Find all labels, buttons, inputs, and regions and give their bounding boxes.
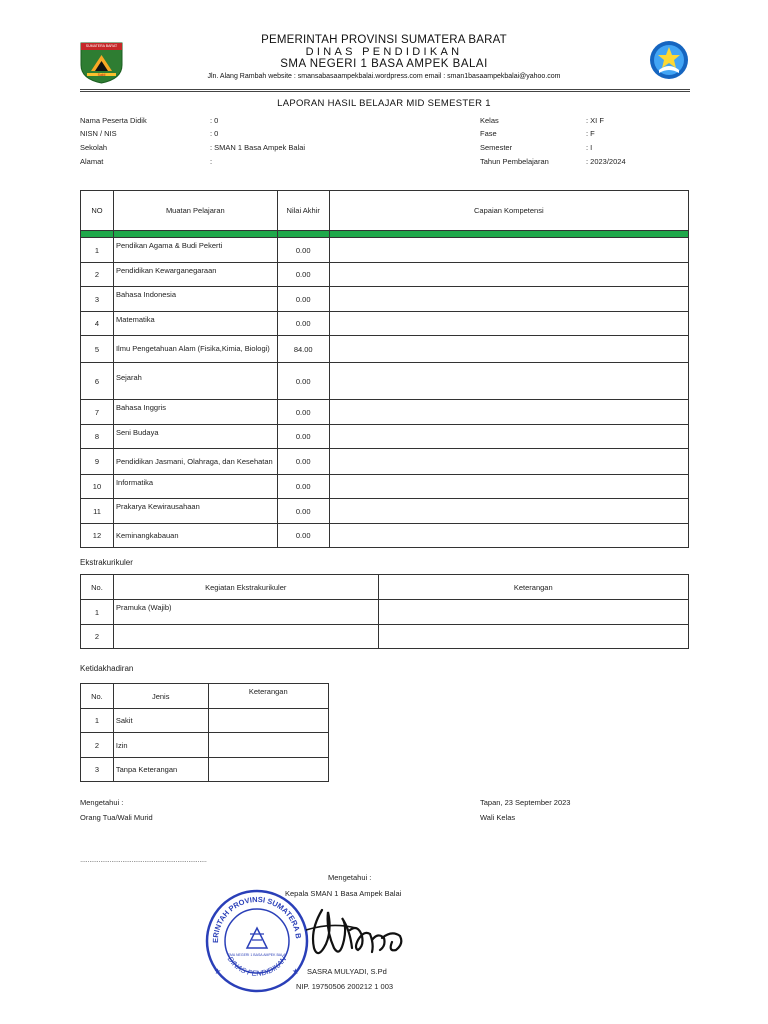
accent-bar (81, 231, 689, 238)
table-row (81, 625, 689, 649)
row-score: 0.00 (277, 312, 329, 336)
report-title: LAPORAN HASIL BELAJAR MID SEMESTER 1 (277, 98, 491, 109)
table-row (81, 709, 329, 733)
row-note (208, 709, 328, 733)
header-line-2: DINAS PENDIDIKAN (305, 46, 463, 58)
col-header-subject: Muatan Pelajaran (113, 191, 277, 231)
province-logo-sub: Sakti (97, 73, 106, 77)
info-value: : I (586, 143, 593, 152)
stamp-text-bottom: DINAS PENDIDIKAN (225, 954, 289, 978)
info-label: Nama Peserta Didik (80, 116, 147, 125)
row-score: 0.00 (277, 263, 329, 287)
svg-text:★: ★ (292, 967, 300, 976)
row-note (208, 758, 328, 782)
table-row (81, 524, 689, 548)
row-achievement (329, 363, 688, 400)
col-header-no: No. (81, 575, 114, 600)
row-no: 1 (81, 238, 114, 263)
row-no: 12 (81, 524, 114, 548)
row-score: 0.00 (277, 449, 329, 475)
row-achievement (329, 238, 688, 263)
parent-role: Orang Tua/Wali Murid (80, 813, 153, 822)
row-no: 6 (81, 363, 114, 400)
row-subject: Bahasa Indonesia (113, 287, 277, 312)
col-header-score: Nilai Akhir (277, 191, 329, 231)
row-subject: Matematika (113, 312, 277, 336)
col-header-type: Jenis (113, 684, 208, 709)
row-no: 3 (81, 287, 114, 312)
header-address: Jln. Alang Rambah website : smansabasaampekbalai.wordpress.com email : sman1basaampekbalai@yahoo.com (207, 73, 561, 80)
table-row (81, 336, 689, 363)
principal-signature (292, 900, 412, 970)
row-achievement (329, 449, 688, 475)
table-row (81, 312, 689, 336)
col-header-activity: Kegiatan Ekstrakurikuler (113, 575, 378, 600)
info-value: : XI F (586, 116, 604, 125)
row-score: 0.00 (277, 400, 329, 425)
table-row (81, 238, 689, 263)
table-row (81, 425, 689, 449)
row-no: 2 (81, 625, 114, 649)
table-row (81, 400, 689, 425)
table-row (81, 363, 689, 400)
row-score: 0.00 (277, 238, 329, 263)
row-achievement (329, 336, 688, 363)
place-date: Tapan, 23 September 2023 (480, 798, 571, 807)
row-no: 9 (81, 449, 114, 475)
col-header-note: Keterangan (208, 684, 328, 709)
row-score: 84.00 (277, 336, 329, 363)
header-line-3: SMA NEGERI 1 BASA AMPEK BALAI (280, 58, 488, 70)
info-value: : 0 (210, 129, 219, 138)
row-score: 0.00 (277, 475, 329, 499)
table-row (81, 733, 329, 758)
row-subject: Pendidikan Jasmani, Olahraga, dan Kesehatan (113, 449, 277, 475)
info-value: : F (586, 129, 595, 138)
row-achievement (329, 400, 688, 425)
table-row (81, 449, 689, 475)
principal-nip: NIP. 19750506 200212 1 003 (296, 982, 394, 991)
row-no: 11 (81, 499, 114, 524)
col-header-no: NO (81, 191, 114, 231)
principal-name: SASRA MULYADI, S.Pd (307, 967, 387, 976)
row-type: Sakit (113, 709, 208, 733)
info-label: Kelas (480, 116, 499, 125)
info-value: : 2023/2024 (586, 157, 626, 166)
row-type: Tanpa Keterangan (113, 758, 208, 782)
extracurricular-title: Ekstrakurikuler (80, 558, 133, 567)
row-score: 0.00 (277, 499, 329, 524)
info-value: : SMAN 1 Basa Ampek Balai (210, 143, 306, 152)
info-label: Sekolah (80, 143, 108, 152)
absence-title: Ketidakhadiran (80, 664, 134, 673)
row-no: 7 (81, 400, 114, 425)
row-subject: Bahasa Inggris (113, 400, 277, 425)
col-header-achievement: Capaian Kompetensi (329, 191, 688, 231)
row-note (378, 625, 688, 649)
info-label: NISN / NIS (80, 129, 117, 138)
row-subject: Informatika (113, 475, 277, 499)
row-subject: Ilmu Pengetahuan Alam (Fisika,Kimia, Biologi) (113, 336, 277, 363)
row-no: 4 (81, 312, 114, 336)
principal-role: Kepala SMAN 1 Basa Ampek Balai (285, 889, 402, 898)
row-activity (113, 625, 378, 649)
absence-table (80, 683, 329, 782)
row-score: 0.00 (277, 425, 329, 449)
row-score: 0.00 (277, 287, 329, 312)
extracurricular-table (80, 574, 689, 649)
row-achievement (329, 499, 688, 524)
row-achievement (329, 425, 688, 449)
col-header-note: Keterangan (378, 575, 688, 600)
row-activity: Pramuka (Wajib) (113, 600, 378, 625)
row-achievement (329, 475, 688, 499)
row-note (378, 600, 688, 625)
row-achievement (329, 524, 688, 548)
grades-table (80, 190, 689, 548)
row-achievement (329, 263, 688, 287)
info-label: Alamat (80, 157, 104, 166)
row-no: 3 (81, 758, 114, 782)
row-no: 1 (81, 600, 114, 625)
row-subject: Prakarya Kewirausahaan (113, 499, 277, 524)
row-no: 2 (81, 263, 114, 287)
table-row (81, 263, 689, 287)
principal-ack: Mengetahui : (328, 873, 372, 882)
col-header-no: No. (81, 684, 114, 709)
header-divider-2 (80, 91, 690, 92)
row-no: 8 (81, 425, 114, 449)
row-note (208, 733, 328, 758)
homeroom-role: Wali Kelas (480, 813, 516, 822)
parent-ack: Mengetahui : (80, 798, 124, 807)
svg-text:DINAS PENDIDIKAN (226, 954, 289, 978)
row-score: 0.00 (277, 363, 329, 400)
row-type: Izin (113, 733, 208, 758)
row-no: 1 (81, 709, 114, 733)
table-row (81, 287, 689, 312)
row-score: 0.00 (277, 524, 329, 548)
row-no: 5 (81, 336, 114, 363)
row-achievement (329, 312, 688, 336)
stamp-text-inner: SMA NEGERI 1 BASA AMPEK BALAI (227, 953, 287, 957)
row-no: 10 (81, 475, 114, 499)
row-subject: Sejarah (113, 363, 277, 400)
info-value: : (210, 157, 213, 166)
stamp-text-top: ERINTAH PROVINSI SUMATERA B (210, 894, 303, 943)
info-label: Fase (480, 129, 497, 138)
info-label: Tahun Pembelajaran (480, 157, 549, 166)
table-row (81, 475, 689, 499)
table-row (81, 499, 689, 524)
row-subject: Keminangkabauan (113, 524, 277, 548)
table-row (81, 758, 329, 782)
row-no: 2 (81, 733, 114, 758)
row-subject: Pendidikan Kewarganegaraan (113, 263, 277, 287)
header-divider (80, 89, 690, 90)
row-subject: Seni Budaya (113, 425, 277, 449)
row-achievement (329, 287, 688, 312)
svg-text:★: ★ (214, 967, 222, 976)
row-subject: Pendikan Agama & Budi Pekerti (113, 238, 277, 263)
header-line-1: PEMERINTAH PROVINSI SUMATERA BARAT (261, 34, 507, 46)
parent-signature-line: …………………………………………………………… (80, 858, 207, 864)
info-label: Semester (480, 143, 513, 152)
table-row (81, 600, 689, 625)
province-logo-text: SUMATERA BARAT (85, 44, 118, 48)
info-value: : 0 (210, 116, 219, 125)
